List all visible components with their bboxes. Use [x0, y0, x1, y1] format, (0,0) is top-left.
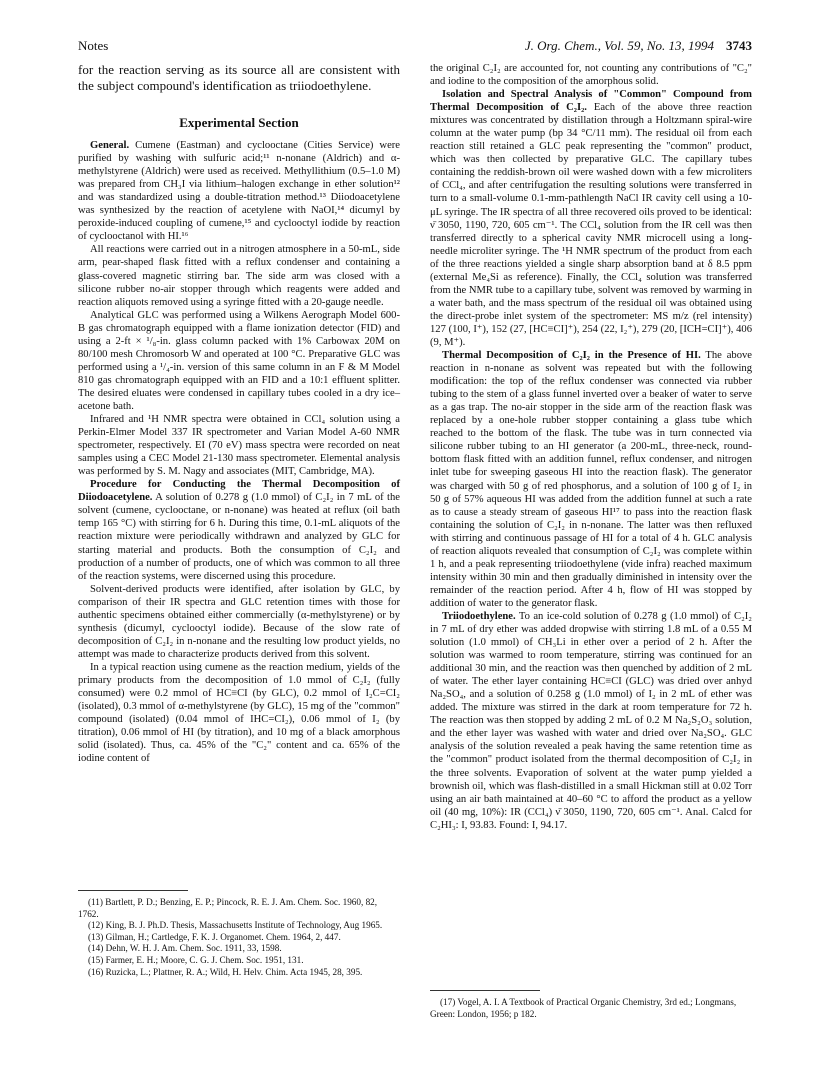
right-column — [430, 62, 752, 832]
left-column — [78, 62, 400, 765]
run-in-heading: Procedure for Conducting the Thermal Decomposition of Diiodoacetylene. — [78, 479, 400, 504]
procedure-paragraph: Procedure for Conducting the Thermal Decomposition of Diiodoacetylene. A solution of 0.278 g (1.0 mmol) of C₂I₂ in 7 mL of the solvent (cumene, cyclooctane, or n-nonane) was heated at reflux (oil bath temp 165 °C) with stirring for 6 h. During this time, 0.1-mL aliquots of the reaction mixture were periodically withdrawn and analyzed by GLC for starting material and products. Both the consumption of C₂I₂ and production of a number of products, one of which was common to all three of the reaction systems, were discerned using this procedure. — [78, 479, 400, 582]
journal-citation: J. Org. Chem., Vol. 59, No. 13, 1994 — [524, 38, 714, 53]
triiodoethylene-paragraph: Triiodoethylene. To an ice-cold solution of 0.278 g (1.0 mmol) of C₂I₂ in 7 mL of dry ether was added dropwise with stirring 1.8 mL of a 0.55 M solution (1.0 mmol) of CH₃Li in ether over a period of 2 h. After the solution was warmed to room temperature, stirring was continued for an additional 30 min, and the reaction was then quenched by addition of 2 mL of water. The ether layer containing HC≡CI (GLC) was dried over anhyd Na₂SO₄, and a solution of 0.258 g (1.0 mmol) of I₂ in 2 mL of ether was added. The mixture was stirred in the dark at room temperature for 72 h. The reaction was then stopped by adding 2 mL of 0.2 M Na₂S₂O₃ solution, and the ether layer was washed with water and dried over Na₂SO₄. GLC analysis of the solution revealed a peak having the same retention time as the "common" product isolated from the thermal decomposition of C₂I₂ in the three solvents. Evaporation of solvent at the water pump yielded a brownish oil, which was flash-distilled in a small Hickman still at 0.02 Torr using an air bath maintained at 40–60 °C to afford the product as a yellow oil (40 mg, 10%): IR (CCl₄) ν̄ 3050, 1190, 720, 605 cm⁻¹. Anal. Calcd for C₂HI₃: I, 93.83. Found: I, 94.17. — [430, 610, 752, 831]
run-in-heading: General. — [90, 140, 130, 152]
footnote-rule — [78, 890, 188, 891]
footnotes-left — [78, 880, 400, 978]
general-paragraph: General. Cumene (Eastman) and cyclooctane (Cities Service) were purified by washing with sulfuric acid;¹¹ n-nonane (Aldrich) and α-methylstyrene (Aldrich) were used as received. Methyllithium (0.5–1.0 M) was prepared from CH₃I via lithium–halogen exchange in ether solution¹² and was standardized using a double-titration method.¹³ Diiodoacetylene was synthesized by the reaction of acetylene with NaOI,¹⁴ dicumyl by peroxide-induced coupling of cumene,¹⁵ and cyclooctyl iodide by reaction of cyclooctanol with HI.¹⁶ — [78, 140, 401, 243]
footnote: (13) Gilman, H.; Cartledge, F. K. J. Organomet. Chem. 1964, 2, 447. — [88, 931, 341, 942]
run-in-heading: Triiodoethylene. — [442, 610, 516, 622]
footnote-rule — [430, 990, 540, 991]
footnotes-right — [430, 980, 752, 1020]
nitrogen-paragraph: All reactions were carried out in a nitrogen atmosphere in a 50-mL, side arm, pear-shaped flask fitted with a reflux condenser and containing a glass-covered magnetic stirring bar. The side arm was closed with a silicone rubber no-air stopper through which reagents were added and reaction aliquots removed using a syringe fitted with a 20-gauge needle. — [78, 244, 400, 308]
run-in-heading: Isolation and Spectral Analysis of "Common" Compound from Thermal Decomposition of C₂I₂. — [430, 89, 752, 114]
section-title: Experimental Section — [179, 115, 299, 130]
footnote: (14) Dehn, W. H. J. Am. Chem. Soc. 1911, 33, 1598. — [88, 943, 282, 954]
footnote: (16) Ruzicka, L.; Plattner, R. A.; Wild, H. Helv. Chim. Acta 1945, 28, 395. — [88, 966, 363, 977]
continued-paragraph: the original C₂I₂ are accounted for, not counting any contributions of "C₂" and iodine to the composition of the amorphous solid. — [430, 63, 752, 88]
footnote: (12) King, B. J. Ph.D. Thesis, Massachusetts Institute of Technology, Aug 1965. — [88, 920, 383, 931]
run-in-heading: Thermal Decomposition of C₂I₂ in the Presence of HI. — [442, 350, 701, 362]
footnote: (15) Farmer, E. H.; Moore, C. G. J. Chem. Soc. 1951, 131. — [88, 954, 304, 965]
footnote: (17) Vogel, A. I. A Textbook of Practical Organic Chemistry, 3rd ed.; Longmans, Green: London, 1956; p 182. — [430, 997, 737, 1019]
running-header-section: Notes — [78, 38, 109, 53]
page-number: 3743 — [726, 38, 752, 53]
typical-reaction-paragraph: In a typical reaction using cumene as the reaction medium, yields of the primary products from the decomposition of 1.0 mmol of C₂I₂ (fully consumed) were 0.2 mmol of HC≡CI (by GLC), 0.2 mmol of I₂C=CI₂ (isolated), 0.3 mmol of α-methylstyrene (by GLC), 15 mg of the "common" compound (isolated) (0.04 mmol of IHC=CI₂), 0.06 mmol of I₂ (by titration), 0.06 mmol of HI (by titration), and 10 mg of a black amorphous solid (isolated). Thus, ca. 45% of the "C₂" content and ca. 65% of the iodine content of — [78, 661, 400, 765]
intro-paragraph: for the reaction serving as its source all are consistent with the subject compound's identification as triiodoethylene. — [78, 62, 400, 93]
isolation-paragraph: Isolation and Spectral Analysis of "Common" Compound from Thermal Decomposition of C₂I₂. Each of the above three reaction mixtures was concentrated by distillation through a Holtzmann spiral-wire column at the water pump (bp 34 °C/11 mm). The residual oil from each reaction still retained a GLC peak representing the "common" product, which was then collected by preparative GLC. The capillary tubes containing the reddish-brown oil were washed down with a few microliters of CCl₄, and after centrifugation the resulting solutions were transferred in turn to a small-volume 0.1-mm-pathlength NaCl IR cavity cell using a 10-μL syringe. The IR spectra of all three recovered oils proved to be identical: ν̄ 3050, 1190, 720, 605 cm⁻¹. The CCl₄ solution from the IR cell was then transferred directly to a spherical cavity NMR microcell using a long-needle microliter syringe. The ¹H NMR spectrum of the product from each of the three reactions yielded a single sharp absorption band at δ 8.5 ppm (external Me₄Si as reference). Finally, the CCl₄ solution was transferred from the NMR tube to a capillary tube, solvent was removed by warming in a water bath, and the mass spectrum of the residual oil was obtained using the direct-probe inlet system of the spectrometer: MS m/z (rel intensity) 127 (100, I⁺), 152 (27, [HC≡CI]⁺), 254 (22, I₂⁺), 279 (20, [ICH=CI]⁺), 406 (9, M⁺). — [430, 89, 753, 348]
solvent-products-paragraph: Solvent-derived products were identified, after isolation by GLC, by comparison of their IR spectra and GLC retention times with those for authentic specimens obtained either commercially (α-methylstyrene) or by synthesis (dicumyl, cyclooctyl iodide). Because of the slow rate of decomposition of C₂I₂ in n-nonane and the resulting low product yields, no attempt was made to characterize products derived from this solvent. — [78, 583, 400, 660]
spectra-paragraph: Infrared and ¹H NMR spectra were obtained in CCl₄ solution using a Perkin-Elmer Model 337 IR spectrometer and Varian Model A-60 NMR spectrometer, respectively. EI (70 eV) mass spectra were recorded on neat samples using a CEC Model 21-130 mass spectrometer. Elemental analysis was performed by S. M. Nagy and associates (MIT, Cambridge, MA). — [78, 414, 400, 478]
hi-decomposition-paragraph: Thermal Decomposition of C₂I₂ in the Presence of HI. The above reaction in n-nonane as solvent was repeated but with the following modification: the top of the reflux condenser was connected via rubber tubing to the stem of a glass funnel inverted over a beaker of water to serve as a gas trap. The no-air stopper in the side arm of the reaction flask was replaced by a one-hole rubber stopper containing a glass tube which reached to the bottom of the flask. The tube was in turn connected via silicone rubber tubing to an HI generator (a 200-mL, three-neck, round-bottom flask fitted with an addition funnel, reflux condenser, and nitrogen inlet tube for sweeping gaseous HI into the reaction flask). The generator was charged with 50 g of red phosphorus, and a solution of 100 g of I₂ in 50 g of 57% aqueous HI was added from the addition funnel at such a rate as to cause a steady stream of gaseous HI¹⁷ to pass into the reaction flask containing the solution of C₂I₂ in n-nonane. The latter was then refluxed with stirring and continuous passage of HI for a total of 4 h. GLC analysis of reaction aliquots revealed that consumption of C₂I₂ was complete within 1 h, and a peak representing triiodoethylene (vide infra) reached maximum intensity within 30 min and then gradually diminished in intensity over the remainder of the reaction period. After 4 h, flow of HI was stopped by addition of water to the generator flask. — [430, 350, 752, 609]
footnote: (11) Bartlett, P. D.; Benzing, E. P.; Pincock, R. E. J. Am. Chem. Soc. 1960, 82, 1762. — [78, 897, 378, 919]
glc-paragraph: Analytical GLC was performed using a Wilkens Aerograph Model 600-B gas chromatograph equipped with a flame ionization detector (FID) and using a 2-ft × ¹/₈-in. glass column packed with 1% Carbowax 20M on 80/100 mesh Chromosorb W and operated at 100 °C. Preparative GLC was performed using a ¹/₄-in. version of this same column in an F & M Model 810 gas chromatograph equipped with an FID and a 10:1 effluent splitter. The desired eluates were condensed in capillary tubes cooled in a dry ice–acetone bath. — [78, 309, 400, 412]
running-header-journal — [430, 38, 752, 54]
